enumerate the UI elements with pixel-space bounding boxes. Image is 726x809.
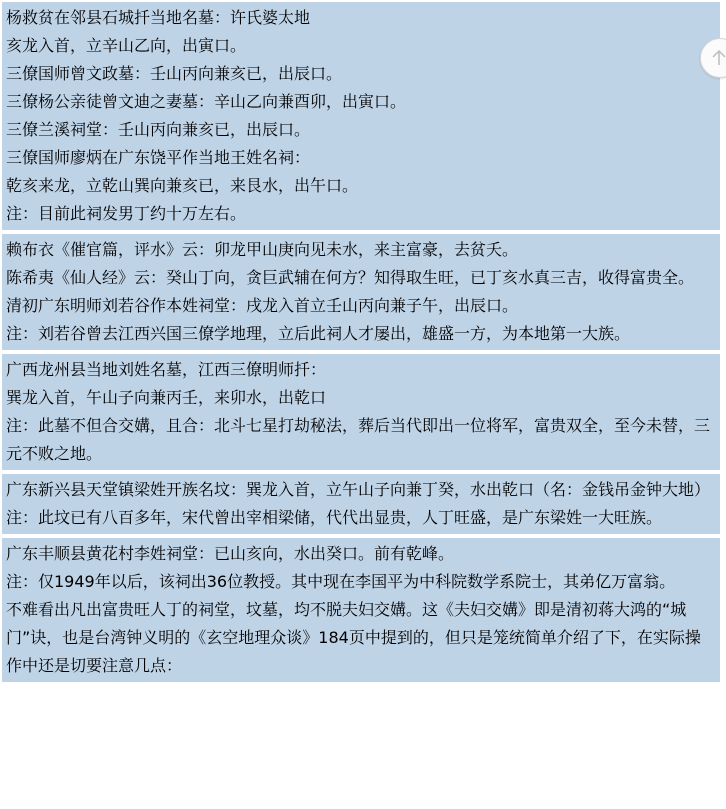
text-line: 三僚国师廖炳在广东饶平作当地王姓名祠：: [6, 148, 311, 167]
text-line: 注：目前此祠发男丁约十万左右。: [6, 204, 247, 223]
text-line: 清初广东明师刘若谷作本姓祠堂：戌龙入首立壬山丙向兼子午，出辰口。: [6, 296, 519, 315]
text-line: 广西龙州县当地刘姓名墓，江西三僚明师扦：: [6, 360, 327, 379]
text-line: 注：此墓不但合交媾，且合：北斗七星打劫秘法，葬后当代即出一位将军，富贵双全，至今未替，三元不败之地。: [6, 416, 711, 463]
text-line: 注：刘若谷曾去江西兴国三僚学地理，立后此祠人才屡出，雄盛一方，为本地第一大族。: [6, 324, 631, 343]
text-line: 广东丰顺县黄花村李姓祠堂：已山亥向，水出癸口。前有乾峰。: [6, 544, 455, 563]
text-line: 三僚兰溪祠堂：壬山丙向兼亥已，出辰口。: [6, 120, 311, 139]
text-block-4: [2, 474, 720, 534]
text-line: 赖布衣《催官篇，评水》云：卯龙甲山庚向见未水，来主富豪，去贫夭。: [6, 240, 519, 259]
text-line: 亥龙入首，立辛山乙向，出寅口。: [6, 36, 247, 55]
text-line: 不难看出凡出富贵旺人丁的祠堂，坟墓，均不脱夫妇交媾。这《夫妇交媾》即是清初蒋大鸿的“城门”诀，也是台湾钟义明的《玄空地理众谈》184页中提到的，但只是笼统简单介绍了下，在实际操作中还是切要注意几点：: [6, 600, 701, 675]
text-block-2: [2, 234, 720, 350]
text-line: 注：仅1949年以后，该祠出36位教授。其中现在李国平为中科院数学系院士，其弟亿万富翁。: [6, 572, 676, 591]
text-line: 三僚国师曾文政墓：壬山丙向兼亥已，出辰口。: [6, 64, 343, 83]
text-block-1: [2, 2, 720, 230]
arrow-up-icon: [711, 49, 726, 67]
text-line: 杨救贫在邻县石城扦当地名墓：许氏婆太地: [6, 8, 311, 27]
text-line: 乾亥来龙，立乾山巽向兼亥已，来艮水，出午口。: [6, 176, 359, 195]
text-line: 广东新兴县天堂镇梁姓开族名坟：巽龙入首，立午山子向兼丁癸，水出乾口（名：金钱吊金钟大地）: [6, 480, 711, 499]
text-line: 陈希夷《仙人经》云：癸山丁向，贪巨武辅在何方？知得取生旺，已丁亥水真三吉，收得富贵全。: [6, 268, 695, 287]
text-line: 巽龙入首，午山子向兼丙壬，来卯水，出乾口: [6, 388, 327, 407]
text-block-3: [2, 354, 720, 470]
text-line: 注：此坟已有八百多年，宋代曾出宰相梁储，代代出显贵，人丁旺盛，是广东梁姓一大旺族。: [6, 508, 663, 527]
text-block-5: [2, 538, 720, 682]
text-line: 三僚杨公亲徒曾文迪之妻墓：辛山乙向兼酉卯，出寅口。: [6, 92, 407, 111]
